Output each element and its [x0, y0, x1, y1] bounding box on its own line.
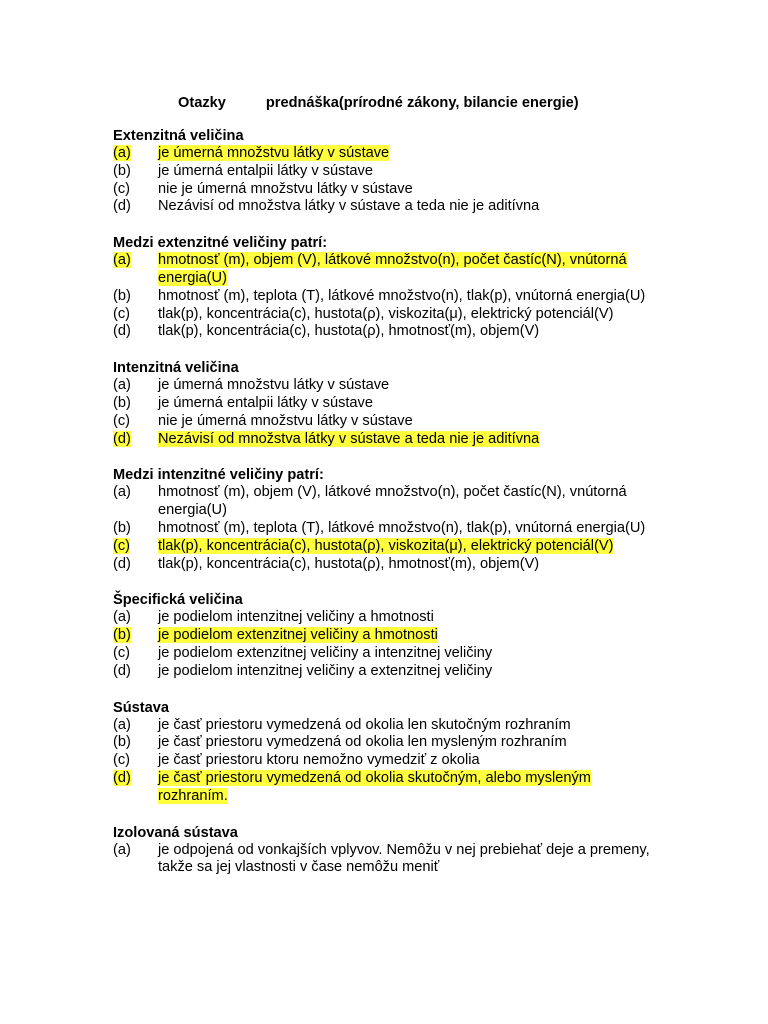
- title-part-1: Otazky: [178, 95, 226, 111]
- option-letter: [113, 413, 158, 431]
- option-text-content: je časť priestoru vymedzená od okolia len mysleným rozhraním: [158, 734, 567, 751]
- answer-option: [113, 198, 658, 216]
- option-text: [158, 484, 658, 520]
- option-letter-text: (c): [113, 752, 131, 769]
- option-text: [158, 556, 658, 574]
- option-text: [158, 181, 658, 199]
- question-title: Extenzitná veličina: [113, 128, 244, 144]
- answer-option: [113, 752, 658, 770]
- question-list: [113, 127, 658, 895]
- option-letter-text: (a): [113, 609, 131, 626]
- answer-option: [113, 627, 658, 645]
- option-text: [158, 609, 658, 627]
- option-letter: [113, 627, 158, 645]
- option-letter-text: (b): [113, 394, 131, 411]
- page-title: [178, 94, 579, 112]
- option-text: [158, 306, 658, 324]
- question-block: [113, 591, 658, 680]
- answer-option: [113, 181, 658, 199]
- option-letter-text: (b): [113, 287, 131, 304]
- option-letter: [113, 163, 158, 181]
- option-text: [158, 770, 658, 806]
- option-text-content: je podielom intenzitnej veličiny a extenzitnej veličiny: [158, 662, 493, 679]
- option-letter-text: (d): [113, 323, 131, 340]
- option-letter-text: (c): [113, 412, 131, 429]
- answer-option: [113, 306, 658, 324]
- option-letter: [113, 609, 158, 627]
- option-letter-text: (d): [113, 198, 131, 215]
- question-block: [113, 359, 658, 448]
- option-text: [158, 520, 658, 538]
- option-letter: [113, 770, 158, 806]
- answer-option: [113, 556, 658, 574]
- option-text-content: je podielom intenzitnej veličiny a hmotnosti: [158, 609, 434, 626]
- option-text: [158, 842, 658, 878]
- option-text-content: tlak(p), koncentrácia(c), hustota(ρ), viskozita(μ), elektrický potenciál(V): [158, 305, 614, 322]
- option-letter: [113, 538, 158, 556]
- answer-option: [113, 734, 658, 752]
- option-text-content: hmotnosť (m), teplota (T), látkové množstvo(n), tlak(p), vnútorná energia(U): [158, 287, 646, 304]
- option-letter: [113, 431, 158, 449]
- option-letter-text: (b): [113, 519, 131, 536]
- option-letter-text: (b): [113, 162, 131, 179]
- answer-option: [113, 484, 658, 520]
- answer-option: [113, 145, 658, 163]
- option-text-content: je úmerná entalpii látky v sústave: [158, 394, 373, 411]
- option-text-content: tlak(p), koncentrácia(c), hustota(ρ), hmotnosť(m), objem(V): [158, 323, 540, 340]
- answer-option: [113, 538, 658, 556]
- option-letter-text: (a): [113, 841, 131, 858]
- option-text: [158, 717, 658, 735]
- option-letter-text: (d): [113, 555, 131, 572]
- option-letter: [113, 288, 158, 306]
- option-text: [158, 627, 658, 645]
- option-letter-text: (d): [113, 662, 131, 679]
- question-block: [113, 466, 658, 573]
- option-text: [158, 163, 658, 181]
- answer-option: [113, 717, 658, 735]
- title-part-2: prednáška(prírodné zákony, bilancie energie): [265, 95, 579, 111]
- option-text: [158, 734, 658, 752]
- option-letter: [113, 395, 158, 413]
- option-text: [158, 752, 658, 770]
- option-letter-text: (a): [113, 377, 131, 394]
- answer-option: [113, 842, 658, 878]
- option-letter: [113, 734, 158, 752]
- option-letter: [113, 520, 158, 538]
- option-letter: [113, 663, 158, 681]
- question-title: Špecifická veličina: [113, 592, 243, 609]
- option-letter-text: (d): [113, 769, 131, 786]
- option-letter-text: (a): [113, 145, 131, 161]
- option-text-content: je podielom extenzitnej veličiny a intenzitnej veličiny: [158, 644, 493, 661]
- answer-option: [113, 431, 658, 449]
- answer-option: [113, 609, 658, 627]
- option-text-content: je úmerná množstvu látky v sústave: [158, 145, 390, 161]
- option-text: [158, 323, 658, 341]
- option-letter: [113, 556, 158, 574]
- option-letter: [113, 198, 158, 216]
- option-letter-text: (c): [113, 180, 131, 197]
- question-title: Medzi intenzitné veličiny patrí:: [113, 467, 324, 484]
- option-letter: [113, 752, 158, 770]
- option-text-content: Nezávisí od množstva látky v sústave a teda nie je aditívna: [158, 430, 540, 447]
- option-text-content: hmotnosť (m), objem (V), látkové množstvo(n), počet častíc(N), vnútorná energia(U): [158, 484, 627, 519]
- option-text: [158, 413, 658, 431]
- option-text-content: je odpojená od vonkajších vplyvov. Nemôžu v nej prebiehať deje a premeny, takže sa jej vlastnosti v čase nemôžu meniť: [158, 841, 650, 876]
- option-letter-text: (a): [113, 252, 131, 269]
- answer-option: [113, 520, 658, 538]
- question-title: Medzi extenzitné veličiny patrí:: [113, 235, 328, 252]
- option-text-content: nie je úmerná množstvu látky v sústave: [158, 180, 413, 197]
- option-text: [158, 663, 658, 681]
- option-letter: [113, 181, 158, 199]
- option-letter-text: (c): [113, 644, 131, 661]
- question-title: Izolovaná sústava: [113, 824, 238, 841]
- option-text: [158, 252, 658, 288]
- option-letter: [113, 323, 158, 341]
- question-title: Intenzitná veličina: [113, 360, 239, 377]
- option-text: [158, 431, 658, 449]
- answer-option: [113, 163, 658, 181]
- option-letter: [113, 717, 158, 735]
- option-text-content: je úmerná entalpii látky v sústave: [158, 162, 373, 179]
- option-letter: [113, 842, 158, 878]
- option-text: [158, 645, 658, 663]
- option-letter-text: (b): [113, 734, 131, 751]
- option-letter: [113, 252, 158, 288]
- answer-option: [113, 663, 658, 681]
- question-block: [113, 234, 658, 341]
- answer-option: [113, 252, 658, 288]
- question-title: Sústava: [113, 699, 169, 716]
- option-letter: [113, 377, 158, 395]
- option-letter-text: (a): [113, 484, 131, 501]
- option-text: [158, 395, 658, 413]
- answer-option: [113, 770, 658, 806]
- option-text: [158, 377, 658, 395]
- answer-option: [113, 377, 658, 395]
- answer-option: [113, 288, 658, 306]
- answer-option: [113, 645, 658, 663]
- question-block: [113, 127, 658, 216]
- option-text-content: je úmerná množstvu látky v sústave: [158, 377, 390, 394]
- option-letter-text: (c): [113, 537, 131, 554]
- option-text-content: hmotnosť (m), objem (V), látkové množstvo(n), počet častíc(N), vnútorná energia(U): [158, 252, 627, 286]
- option-text-content: je podielom extenzitnej veličiny a hmotnosti: [158, 627, 438, 644]
- answer-option: [113, 413, 658, 431]
- option-text-content: je časť priestoru ktoru nemožno vymedziť z okolia: [158, 752, 480, 769]
- option-text-content: je časť priestoru vymedzená od okolia skutočným, alebo mysleným rozhraním.: [158, 769, 591, 804]
- option-text-content: nie je úmerná množstvu látky v sústave: [158, 412, 413, 429]
- option-letter: [113, 306, 158, 324]
- option-text-content: hmotnosť (m), teplota (T), látkové množstvo(n), tlak(p), vnútorná energia(U): [158, 519, 646, 536]
- option-letter: [113, 645, 158, 663]
- option-letter: [113, 145, 158, 163]
- option-letter-text: (b): [113, 627, 131, 644]
- option-letter-text: (c): [113, 305, 131, 322]
- option-text-content: je časť priestoru vymedzená od okolia len skutočným rozhraním: [158, 716, 571, 733]
- option-text: [158, 145, 658, 163]
- option-letter: [113, 484, 158, 520]
- option-letter-text: (d): [113, 430, 131, 447]
- option-letter-text: (a): [113, 716, 131, 733]
- option-text-content: Nezávisí od množstva látky v sústave a teda nie je aditívna: [158, 198, 540, 215]
- option-text: [158, 538, 658, 556]
- option-text-content: tlak(p), koncentrácia(c), hustota(ρ), viskozita(μ), elektrický potenciál(V): [158, 537, 614, 554]
- question-block: [113, 824, 658, 878]
- option-text: [158, 198, 658, 216]
- answer-option: [113, 323, 658, 341]
- option-text: [158, 288, 658, 306]
- option-text-content: tlak(p), koncentrácia(c), hustota(ρ), hmotnosť(m), objem(V): [158, 555, 540, 572]
- answer-option: [113, 395, 658, 413]
- question-block: [113, 699, 658, 806]
